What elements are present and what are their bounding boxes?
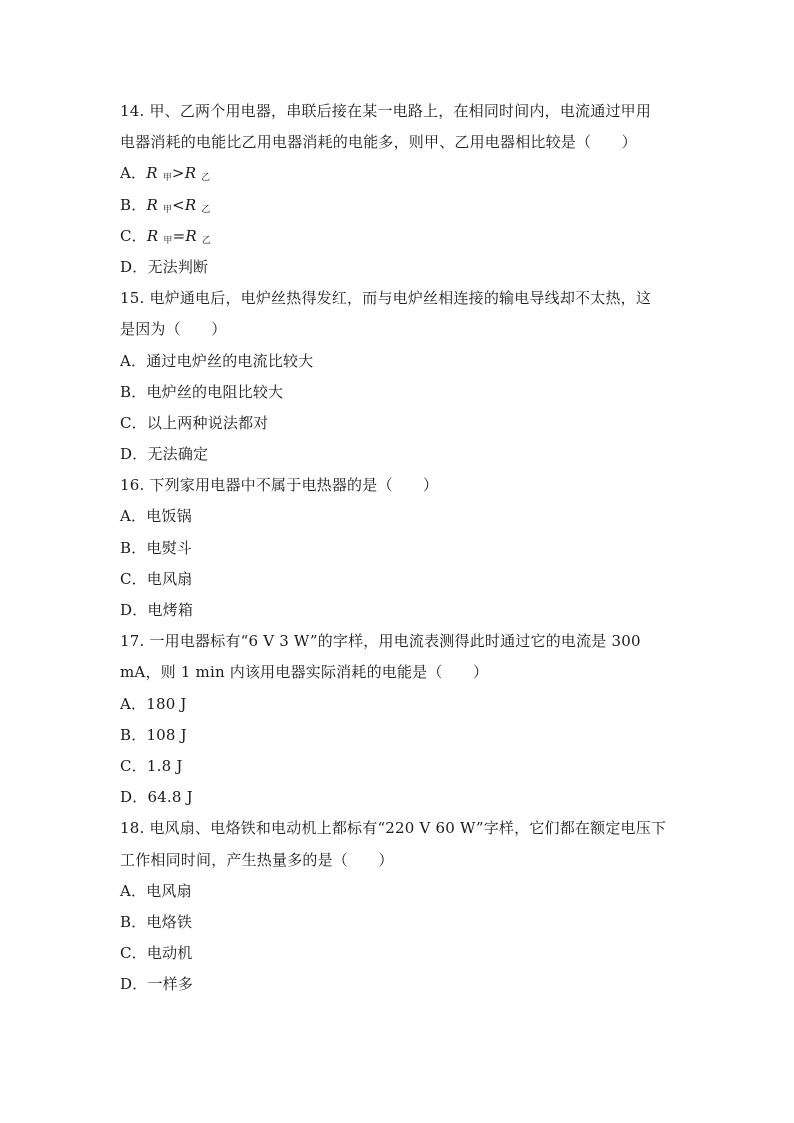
question-stem-continued: 是因为（ ）	[120, 320, 227, 339]
question-stem: 16. 下列家用电器中不属于电热器的是（ ）	[120, 476, 439, 495]
option-a: A．通过电炉丝的电流比较大	[120, 351, 314, 370]
option-c: C．电风扇	[120, 569, 193, 588]
question-stem-continued: 工作相同时间，产生热量多的是（ ）	[120, 850, 394, 869]
option-a: A．180 J	[120, 694, 187, 713]
option-b: B．电炉丝的电阻比较大	[120, 382, 284, 401]
question-stem: 15. 电炉通电后，电炉丝热得发红，而与电炉丝相连接的输电导线却不太热，这	[120, 289, 652, 308]
option-a: A．电风扇	[120, 881, 192, 900]
question-14	[120, 96, 680, 283]
option-b: B．108 J	[120, 725, 187, 744]
option-b: B．电烙铁	[120, 912, 193, 931]
option-d: D．电烤箱	[120, 601, 194, 619]
question-stem: 18. 电风扇、电烙铁和电动机上都标有“220 V 60 W”字样，它们都在额定电压下	[120, 819, 667, 838]
question-16	[120, 470, 680, 626]
question-15	[120, 283, 680, 470]
question-17	[120, 626, 680, 813]
option-c: C．R $_甲$=R $_乙$	[120, 226, 212, 246]
question-stem-continued: mA，则 1 min 内该用电器实际消耗的电能是（ ）	[120, 663, 489, 682]
option-c: C．以上两种说法都对	[120, 413, 269, 432]
question-stem: 17. 一用电器标有“6 V 3 W”的字样，用电流表测得此时通过它的电流是 300	[120, 632, 641, 651]
option-d: D．无法确定	[120, 445, 209, 464]
option-a: A．R $_甲$>R $_乙$	[120, 164, 211, 184]
option-b: B．R $_甲$<R $_乙$	[120, 195, 211, 215]
exam-page	[120, 96, 680, 1000]
option-d: D．无法判断	[120, 257, 209, 276]
option-d: D．64.8 J	[120, 788, 193, 807]
question-stem: 14. 甲、乙两个用电器，串联后接在某一电路上，在相同时间内，电流通过甲用	[120, 102, 652, 120]
option-a: A．电饭锅	[120, 507, 192, 526]
option-c: C．电动机	[120, 944, 193, 963]
question-18	[120, 813, 680, 1000]
question-stem-continued: 电器消耗的电能比乙用电器消耗的电能多，则甲、乙用电器相比较是（ ）	[120, 133, 637, 152]
option-d: D．一样多	[120, 975, 194, 994]
option-c: C．1.8 J	[120, 756, 183, 775]
option-b: B．电熨斗	[120, 538, 193, 557]
